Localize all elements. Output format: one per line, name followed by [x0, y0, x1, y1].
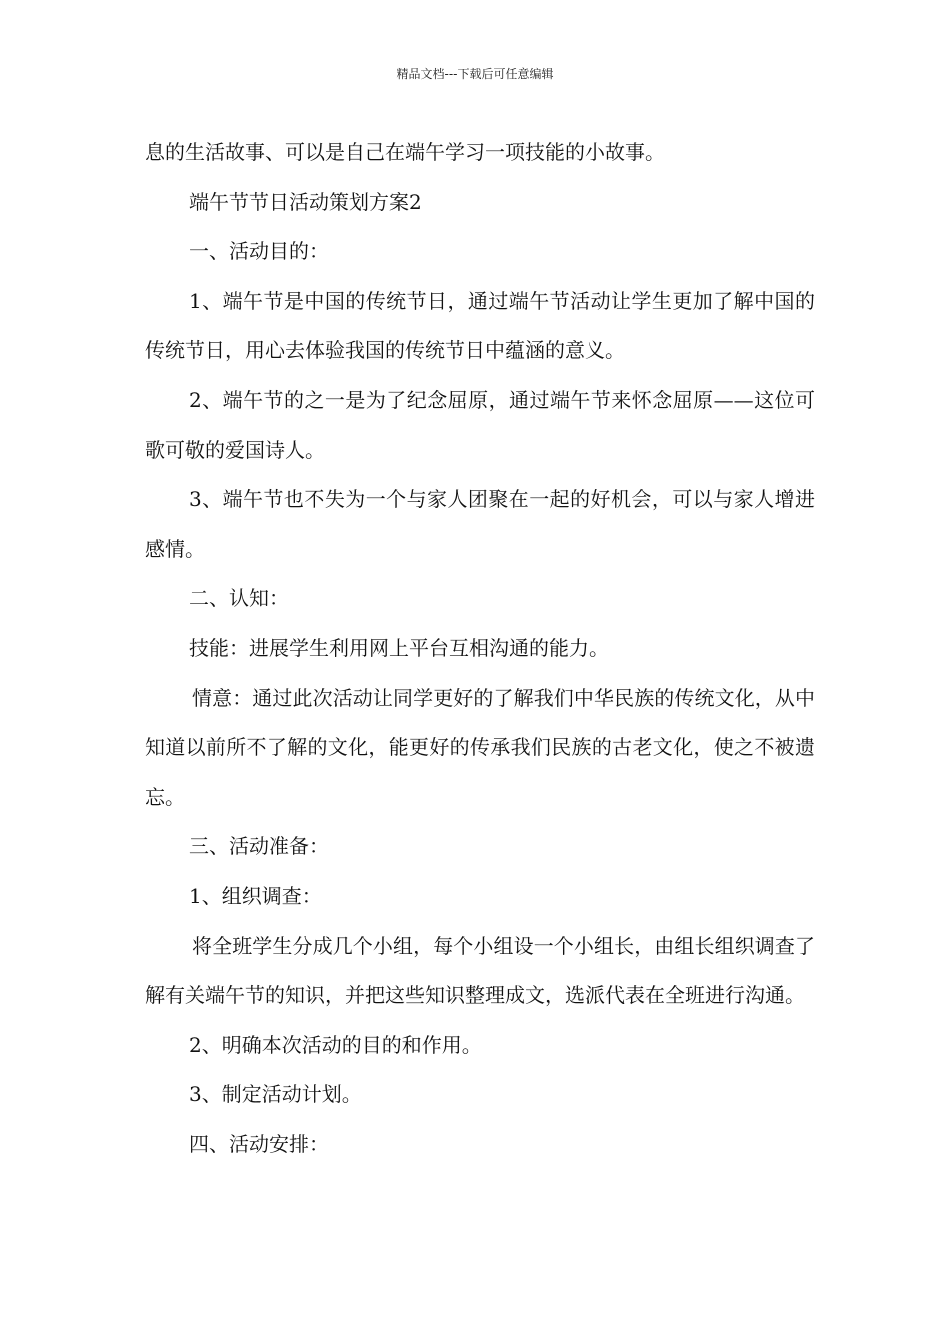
- heading-activity-purpose: 一、活动目的：: [189, 239, 329, 264]
- paragraph-emotion: 情意：通过此次活动让同学更好的了解我们中华民族的传统文化，从中知道以前所不了解的文化，能更好的传承我们民族的古老文化，使之不被遗忘。: [145, 685, 815, 809]
- paragraph-skills: 技能：进展学生利用网上平台互相沟通的能力。: [189, 635, 609, 660]
- paragraph-purpose-2: 2、端午节的之一是为了纪念屈原，通过端午节来怀念屈原——这位可歌可敬的爱国诗人。: [145, 387, 815, 462]
- section-title: 端午节节日活动策划方案2: [189, 189, 422, 214]
- paragraph-prep-1: 1、组织调查：: [189, 883, 322, 908]
- paragraph-prep-detail: 将全班学生分成几个小组，每个小组设一个小组长，由组长组织调查了解有关端午节的知识，并把这些知识整理成文，选派代表在全班进行沟通。: [145, 933, 815, 1008]
- paragraph-purpose-3: 3、端午节也不失为一个与家人团聚在一起的好机会，可以与家人增进感情。: [145, 487, 815, 561]
- document-body: [145, 128, 815, 1169]
- heading-preparation: 三、活动准备：: [189, 834, 329, 859]
- paragraph-continuation: 息的生活故事、可以是自己在端午学习一项技能的小故事。: [145, 140, 665, 164]
- paragraph-prep-2: 2、明确本次活动的目的和作用。: [189, 1032, 482, 1057]
- heading-arrangement: 四、活动安排：: [189, 1131, 329, 1156]
- heading-cognition: 二、认知：: [189, 586, 289, 611]
- paragraph-prep-3: 3、制定活动计划。: [189, 1082, 362, 1107]
- paragraph-purpose-1: 1、端午节是中国的传统节日，通过端午节活动让学生更加了解中国的传统节日，用心去体验我国的传统节日中蕴涵的意义。: [145, 288, 815, 363]
- page-header: 精品文档---下载后可任意编辑: [396, 67, 554, 81]
